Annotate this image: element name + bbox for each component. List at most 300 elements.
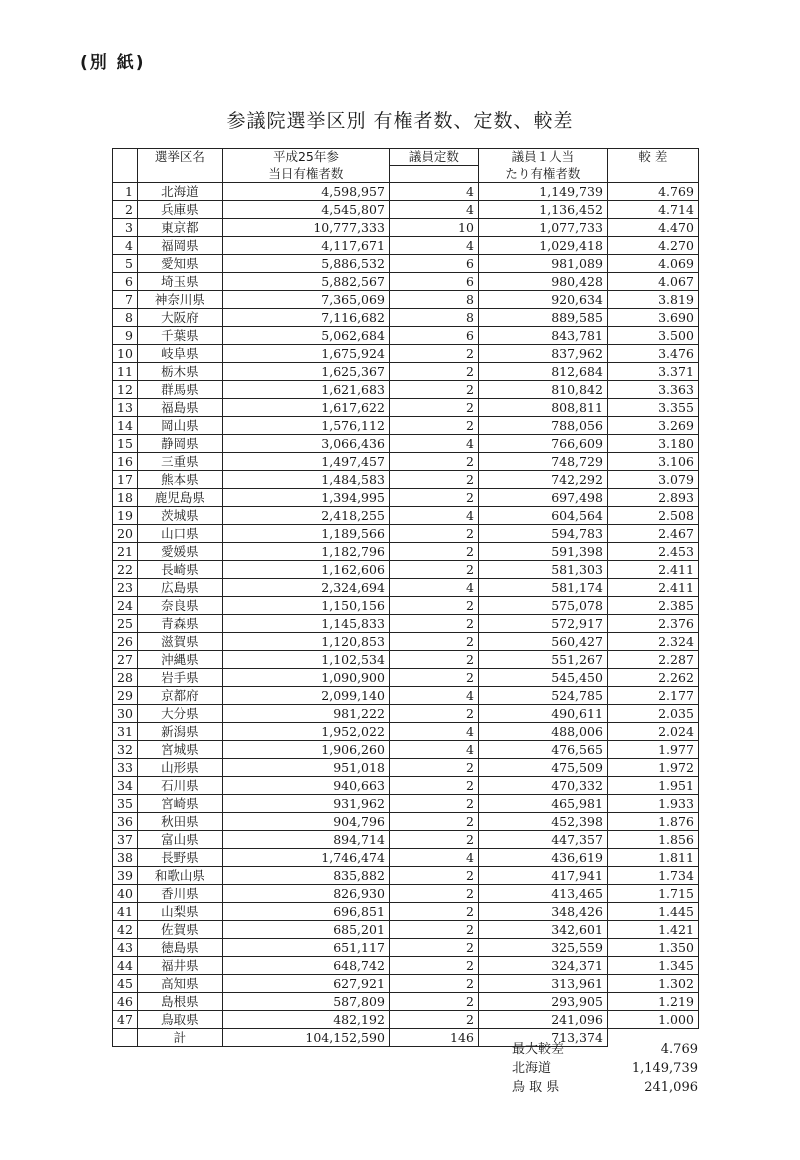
table-row: [113, 471, 699, 489]
voters-per-member: 470,332: [478, 777, 607, 795]
voters-per-member: 572,917: [478, 615, 607, 633]
voters-count: 1,182,796: [222, 543, 389, 561]
voters-per-member: 324,371: [478, 957, 607, 975]
voters-count: 10,777,333: [222, 219, 389, 237]
seats-count: 2: [389, 921, 478, 939]
disparity-ratio: 2.177: [607, 687, 698, 705]
voters-per-member: 591,398: [478, 543, 607, 561]
row-number: 24: [113, 597, 138, 615]
voters-count: 1,952,022: [222, 723, 389, 741]
row-number: 46: [113, 993, 138, 1011]
seats-count: 2: [389, 885, 478, 903]
seats-count: 6: [389, 327, 478, 345]
district-name: 岩手県: [137, 669, 222, 687]
voters-per-member: 1,029,418: [478, 237, 607, 255]
header-per-member-line2: たり有権者数: [478, 166, 607, 183]
summary-value: 241,096: [644, 1080, 698, 1095]
district-name: 福岡県: [137, 237, 222, 255]
voters-per-member: 981,089: [478, 255, 607, 273]
district-name: 佐賀県: [137, 921, 222, 939]
seats-count: 2: [389, 813, 478, 831]
table-row: [113, 399, 699, 417]
seats-count: 8: [389, 309, 478, 327]
voters-count: 651,117: [222, 939, 389, 957]
voters-per-member: 812,684: [478, 363, 607, 381]
table-row: [113, 327, 699, 345]
district-name: 高知県: [137, 975, 222, 993]
disparity-ratio: 2.467: [607, 525, 698, 543]
voters-count: 904,796: [222, 813, 389, 831]
row-number: 15: [113, 435, 138, 453]
district-name: 島根県: [137, 993, 222, 1011]
row-number: 23: [113, 579, 138, 597]
disparity-ratio: 3.180: [607, 435, 698, 453]
disparity-ratio: 4.769: [607, 183, 698, 201]
voters-count: 587,809: [222, 993, 389, 1011]
voters-count: 1,484,583: [222, 471, 389, 489]
seats-count: 2: [389, 381, 478, 399]
disparity-ratio: 2.024: [607, 723, 698, 741]
district-name: 福井県: [137, 957, 222, 975]
voters-count: 1,150,156: [222, 597, 389, 615]
seats-count: 2: [389, 597, 478, 615]
seats-count: 2: [389, 363, 478, 381]
voters-count: 4,545,807: [222, 201, 389, 219]
row-number: 30: [113, 705, 138, 723]
row-number: 31: [113, 723, 138, 741]
disparity-ratio: 4.069: [607, 255, 698, 273]
seats-count: 2: [389, 867, 478, 885]
disparity-ratio: 2.035: [607, 705, 698, 723]
disparity-ratio: 1.302: [607, 975, 698, 993]
table-row: [113, 237, 699, 255]
district-name: 神奈川県: [137, 291, 222, 309]
table-row: [113, 273, 699, 291]
summary-label: 北海道: [512, 1061, 552, 1076]
voters-count: 627,921: [222, 975, 389, 993]
voters-per-member: 545,450: [478, 669, 607, 687]
table-row: [113, 849, 699, 867]
seats-count: 2: [389, 903, 478, 921]
row-number: 13: [113, 399, 138, 417]
seats-count: 4: [389, 687, 478, 705]
seats-count: 6: [389, 255, 478, 273]
district-name: 千葉県: [137, 327, 222, 345]
seats-count: 2: [389, 957, 478, 975]
disparity-ratio: 2.411: [607, 561, 698, 579]
voters-per-member: 766,609: [478, 435, 607, 453]
summary-block: [494, 1040, 698, 1097]
seats-count: 4: [389, 435, 478, 453]
table-row: [113, 615, 699, 633]
seats-count: 2: [389, 777, 478, 795]
seats-count: 10: [389, 219, 478, 237]
table-header-row-2: [113, 166, 699, 183]
table-row: [113, 921, 699, 939]
table-row: [113, 831, 699, 849]
row-number: 18: [113, 489, 138, 507]
seats-count: 2: [389, 975, 478, 993]
voters-per-member: 488,006: [478, 723, 607, 741]
district-name: 京都府: [137, 687, 222, 705]
district-name: 新潟県: [137, 723, 222, 741]
disparity-ratio: 1.951: [607, 777, 698, 795]
disparity-ratio: 1.421: [607, 921, 698, 939]
header-ratio-2: [607, 166, 698, 183]
voters-per-member: 1,136,452: [478, 201, 607, 219]
table-row: [113, 705, 699, 723]
voters-per-member: 476,565: [478, 741, 607, 759]
voters-count: 1,394,995: [222, 489, 389, 507]
row-number: 43: [113, 939, 138, 957]
voters-count: 685,201: [222, 921, 389, 939]
voters-count: 4,598,957: [222, 183, 389, 201]
row-number: 33: [113, 759, 138, 777]
voters-per-member: 325,559: [478, 939, 607, 957]
district-name: 秋田県: [137, 813, 222, 831]
row-number: 34: [113, 777, 138, 795]
summary-row-max-ratio: [494, 1040, 698, 1059]
seats-count: 4: [389, 237, 478, 255]
table-row: [113, 507, 699, 525]
summary-label: 鳥 取 県: [512, 1080, 560, 1095]
row-number: 39: [113, 867, 138, 885]
row-number: 8: [113, 309, 138, 327]
disparity-ratio: 1.933: [607, 795, 698, 813]
seats-count: 2: [389, 633, 478, 651]
table-row: [113, 345, 699, 363]
table-row: [113, 597, 699, 615]
voters-count: 2,099,140: [222, 687, 389, 705]
seats-count: 2: [389, 543, 478, 561]
disparity-ratio: 2.287: [607, 651, 698, 669]
table-row: [113, 723, 699, 741]
district-name: 鹿児島県: [137, 489, 222, 507]
voters-count: 5,886,532: [222, 255, 389, 273]
disparity-ratio: 4.714: [607, 201, 698, 219]
seats-count: 2: [389, 471, 478, 489]
voters-count: 1,120,853: [222, 633, 389, 651]
table-row: [113, 759, 699, 777]
district-name: 埼玉県: [137, 273, 222, 291]
district-name: 山形県: [137, 759, 222, 777]
row-number: 1: [113, 183, 138, 201]
row-number: 21: [113, 543, 138, 561]
table-row: [113, 957, 699, 975]
seats-count: 2: [389, 417, 478, 435]
disparity-ratio: 4.470: [607, 219, 698, 237]
row-number: 11: [113, 363, 138, 381]
row-number: 45: [113, 975, 138, 993]
summary-row-hokkaido: [494, 1059, 698, 1078]
voters-count: 1,576,112: [222, 417, 389, 435]
voters-per-member: 465,981: [478, 795, 607, 813]
voters-count: 1,675,924: [222, 345, 389, 363]
voters-count: 894,714: [222, 831, 389, 849]
row-number: 42: [113, 921, 138, 939]
disparity-ratio: 1.350: [607, 939, 698, 957]
voters-count: 5,882,567: [222, 273, 389, 291]
table-row: [113, 939, 699, 957]
voters-per-member: 551,267: [478, 651, 607, 669]
table-row: [113, 669, 699, 687]
seats-count: 2: [389, 399, 478, 417]
voters-per-member: 1,077,733: [478, 219, 607, 237]
voters-per-member: 413,465: [478, 885, 607, 903]
row-number: 17: [113, 471, 138, 489]
total-per-member: 713,374: [478, 1029, 607, 1047]
row-number: 36: [113, 813, 138, 831]
disparity-ratio: 1.876: [607, 813, 698, 831]
row-number: 38: [113, 849, 138, 867]
row-number: 6: [113, 273, 138, 291]
row-number: 41: [113, 903, 138, 921]
district-name: 徳島県: [137, 939, 222, 957]
voters-per-member: 889,585: [478, 309, 607, 327]
voters-per-member: 810,842: [478, 381, 607, 399]
disparity-ratio: 1.219: [607, 993, 698, 1011]
voters-per-member: 788,056: [478, 417, 607, 435]
row-number: 12: [113, 381, 138, 399]
district-name: 群馬県: [137, 381, 222, 399]
header-seats-2: [389, 166, 478, 183]
disparity-ratio: 3.819: [607, 291, 698, 309]
disparity-ratio: 4.270: [607, 237, 698, 255]
voters-count: 1,625,367: [222, 363, 389, 381]
voters-per-member: 475,509: [478, 759, 607, 777]
seats-count: 4: [389, 849, 478, 867]
seats-count: 2: [389, 651, 478, 669]
seats-count: 4: [389, 741, 478, 759]
voters-per-member: 560,427: [478, 633, 607, 651]
table-row: [113, 363, 699, 381]
voters-count: 951,018: [222, 759, 389, 777]
voters-per-member: 417,941: [478, 867, 607, 885]
district-name: 和歌山県: [137, 867, 222, 885]
header-ratio: 較 差: [607, 149, 698, 166]
disparity-ratio: 3.363: [607, 381, 698, 399]
table-row: [113, 219, 699, 237]
district-name: 熊本県: [137, 471, 222, 489]
voters-count: 4,117,671: [222, 237, 389, 255]
voters-count: 1,617,622: [222, 399, 389, 417]
seats-count: 2: [389, 993, 478, 1011]
header-name-2: [137, 166, 222, 183]
district-name: 愛知県: [137, 255, 222, 273]
attachment-label: (別 紙): [80, 53, 146, 73]
table-row: [113, 777, 699, 795]
district-name: 青森県: [137, 615, 222, 633]
row-number: 19: [113, 507, 138, 525]
table-row: [113, 435, 699, 453]
table-row: [113, 255, 699, 273]
table-header-row: [113, 149, 699, 166]
row-number: 3: [113, 219, 138, 237]
total-label: 計: [137, 1029, 222, 1047]
voters-count: 3,066,436: [222, 435, 389, 453]
voters-per-member: 293,905: [478, 993, 607, 1011]
district-name: 岡山県: [137, 417, 222, 435]
header-per-member-line1: 議員１人当: [478, 149, 607, 166]
row-number: 35: [113, 795, 138, 813]
district-name: 山口県: [137, 525, 222, 543]
disparity-ratio: 2.262: [607, 669, 698, 687]
seats-count: 2: [389, 759, 478, 777]
seats-count: 8: [389, 291, 478, 309]
table-row: [113, 561, 699, 579]
disparity-ratio: 4.067: [607, 273, 698, 291]
disparity-ratio: 1.856: [607, 831, 698, 849]
voters-count: 1,746,474: [222, 849, 389, 867]
district-name: 富山県: [137, 831, 222, 849]
seats-count: 6: [389, 273, 478, 291]
voters-count: 1,090,900: [222, 669, 389, 687]
seats-count: 2: [389, 705, 478, 723]
table-row: [113, 525, 699, 543]
header-no-2: [113, 166, 138, 183]
table-row: [113, 1011, 699, 1029]
voters-count: 1,145,833: [222, 615, 389, 633]
seats-count: 2: [389, 831, 478, 849]
seats-count: 2: [389, 939, 478, 957]
table-row: [113, 489, 699, 507]
voters-count: 482,192: [222, 1011, 389, 1029]
disparity-ratio: 2.324: [607, 633, 698, 651]
summary-value: 4.769: [660, 1042, 698, 1057]
seats-count: 4: [389, 507, 478, 525]
total-seats: 146: [389, 1029, 478, 1047]
district-name: 宮城県: [137, 741, 222, 759]
disparity-ratio: 3.355: [607, 399, 698, 417]
district-name: 宮崎県: [137, 795, 222, 813]
seats-count: 2: [389, 561, 478, 579]
seats-count: 4: [389, 579, 478, 597]
disparity-ratio: 3.106: [607, 453, 698, 471]
voters-per-member: 447,357: [478, 831, 607, 849]
district-name: 沖縄県: [137, 651, 222, 669]
district-name: 岐阜県: [137, 345, 222, 363]
table-row: [113, 885, 699, 903]
district-name: 奈良県: [137, 597, 222, 615]
disparity-ratio: 3.371: [607, 363, 698, 381]
disparity-ratio: 1.734: [607, 867, 698, 885]
voters-per-member: 575,078: [478, 597, 607, 615]
disparity-ratio: 1.000: [607, 1011, 698, 1029]
apportionment-table: [112, 148, 699, 1047]
district-name: 兵庫県: [137, 201, 222, 219]
row-number: 27: [113, 651, 138, 669]
voters-per-member: 604,564: [478, 507, 607, 525]
voters-count: 981,222: [222, 705, 389, 723]
voters-count: 7,365,069: [222, 291, 389, 309]
disparity-ratio: 2.508: [607, 507, 698, 525]
district-name: 石川県: [137, 777, 222, 795]
voters-count: 1,621,683: [222, 381, 389, 399]
district-name: 長野県: [137, 849, 222, 867]
district-name: 山梨県: [137, 903, 222, 921]
summary-label: 最大較差: [512, 1042, 565, 1057]
seats-count: 2: [389, 669, 478, 687]
summary-row-tottori: [494, 1078, 698, 1097]
header-seats: 議員定数: [389, 149, 478, 166]
row-number: 9: [113, 327, 138, 345]
disparity-ratio: 3.079: [607, 471, 698, 489]
disparity-ratio: 1.972: [607, 759, 698, 777]
disparity-ratio: 2.893: [607, 489, 698, 507]
table-row: [113, 867, 699, 885]
voters-per-member: 342,601: [478, 921, 607, 939]
disparity-ratio: 1.445: [607, 903, 698, 921]
table-row: [113, 993, 699, 1011]
table-row: [113, 741, 699, 759]
disparity-ratio: 1.715: [607, 885, 698, 903]
voters-per-member: 808,811: [478, 399, 607, 417]
disparity-ratio: 2.411: [607, 579, 698, 597]
voters-per-member: 748,729: [478, 453, 607, 471]
row-number: 28: [113, 669, 138, 687]
voters-per-member: 581,174: [478, 579, 607, 597]
seats-count: 2: [389, 795, 478, 813]
district-name: 東京都: [137, 219, 222, 237]
district-name: 香川県: [137, 885, 222, 903]
voters-count: 931,962: [222, 795, 389, 813]
table-row: [113, 381, 699, 399]
row-number: 2: [113, 201, 138, 219]
row-number: 26: [113, 633, 138, 651]
table-row: [113, 903, 699, 921]
district-name: 愛媛県: [137, 543, 222, 561]
district-name: 静岡県: [137, 435, 222, 453]
row-number: 22: [113, 561, 138, 579]
table-body: [113, 183, 699, 1029]
table-row: [113, 183, 699, 201]
table-row: [113, 579, 699, 597]
voters-per-member: 837,962: [478, 345, 607, 363]
seats-count: 2: [389, 453, 478, 471]
district-name: 長崎県: [137, 561, 222, 579]
voters-count: 826,930: [222, 885, 389, 903]
voters-count: 648,742: [222, 957, 389, 975]
summary-value: 1,149,739: [631, 1061, 698, 1076]
voters-count: 1,189,566: [222, 525, 389, 543]
voters-count: 1,906,260: [222, 741, 389, 759]
district-name: 三重県: [137, 453, 222, 471]
seats-count: 2: [389, 345, 478, 363]
table-row: [113, 201, 699, 219]
table-row: [113, 633, 699, 651]
district-name: 鳥取県: [137, 1011, 222, 1029]
row-number: 29: [113, 687, 138, 705]
seats-count: 2: [389, 615, 478, 633]
disparity-ratio: 1.977: [607, 741, 698, 759]
seats-count: 2: [389, 525, 478, 543]
header-district-name: 選挙区名: [137, 149, 222, 166]
district-name: 広島県: [137, 579, 222, 597]
district-name: 茨城県: [137, 507, 222, 525]
voters-per-member: 1,149,739: [478, 183, 607, 201]
voters-count: 2,418,255: [222, 507, 389, 525]
voters-count: 940,663: [222, 777, 389, 795]
district-name: 大分県: [137, 705, 222, 723]
voters-per-member: 524,785: [478, 687, 607, 705]
voters-per-member: 697,498: [478, 489, 607, 507]
voters-per-member: 920,634: [478, 291, 607, 309]
table-row: [113, 975, 699, 993]
table-row: [113, 687, 699, 705]
row-number: 7: [113, 291, 138, 309]
district-name: 北海道: [137, 183, 222, 201]
table-row: [113, 417, 699, 435]
